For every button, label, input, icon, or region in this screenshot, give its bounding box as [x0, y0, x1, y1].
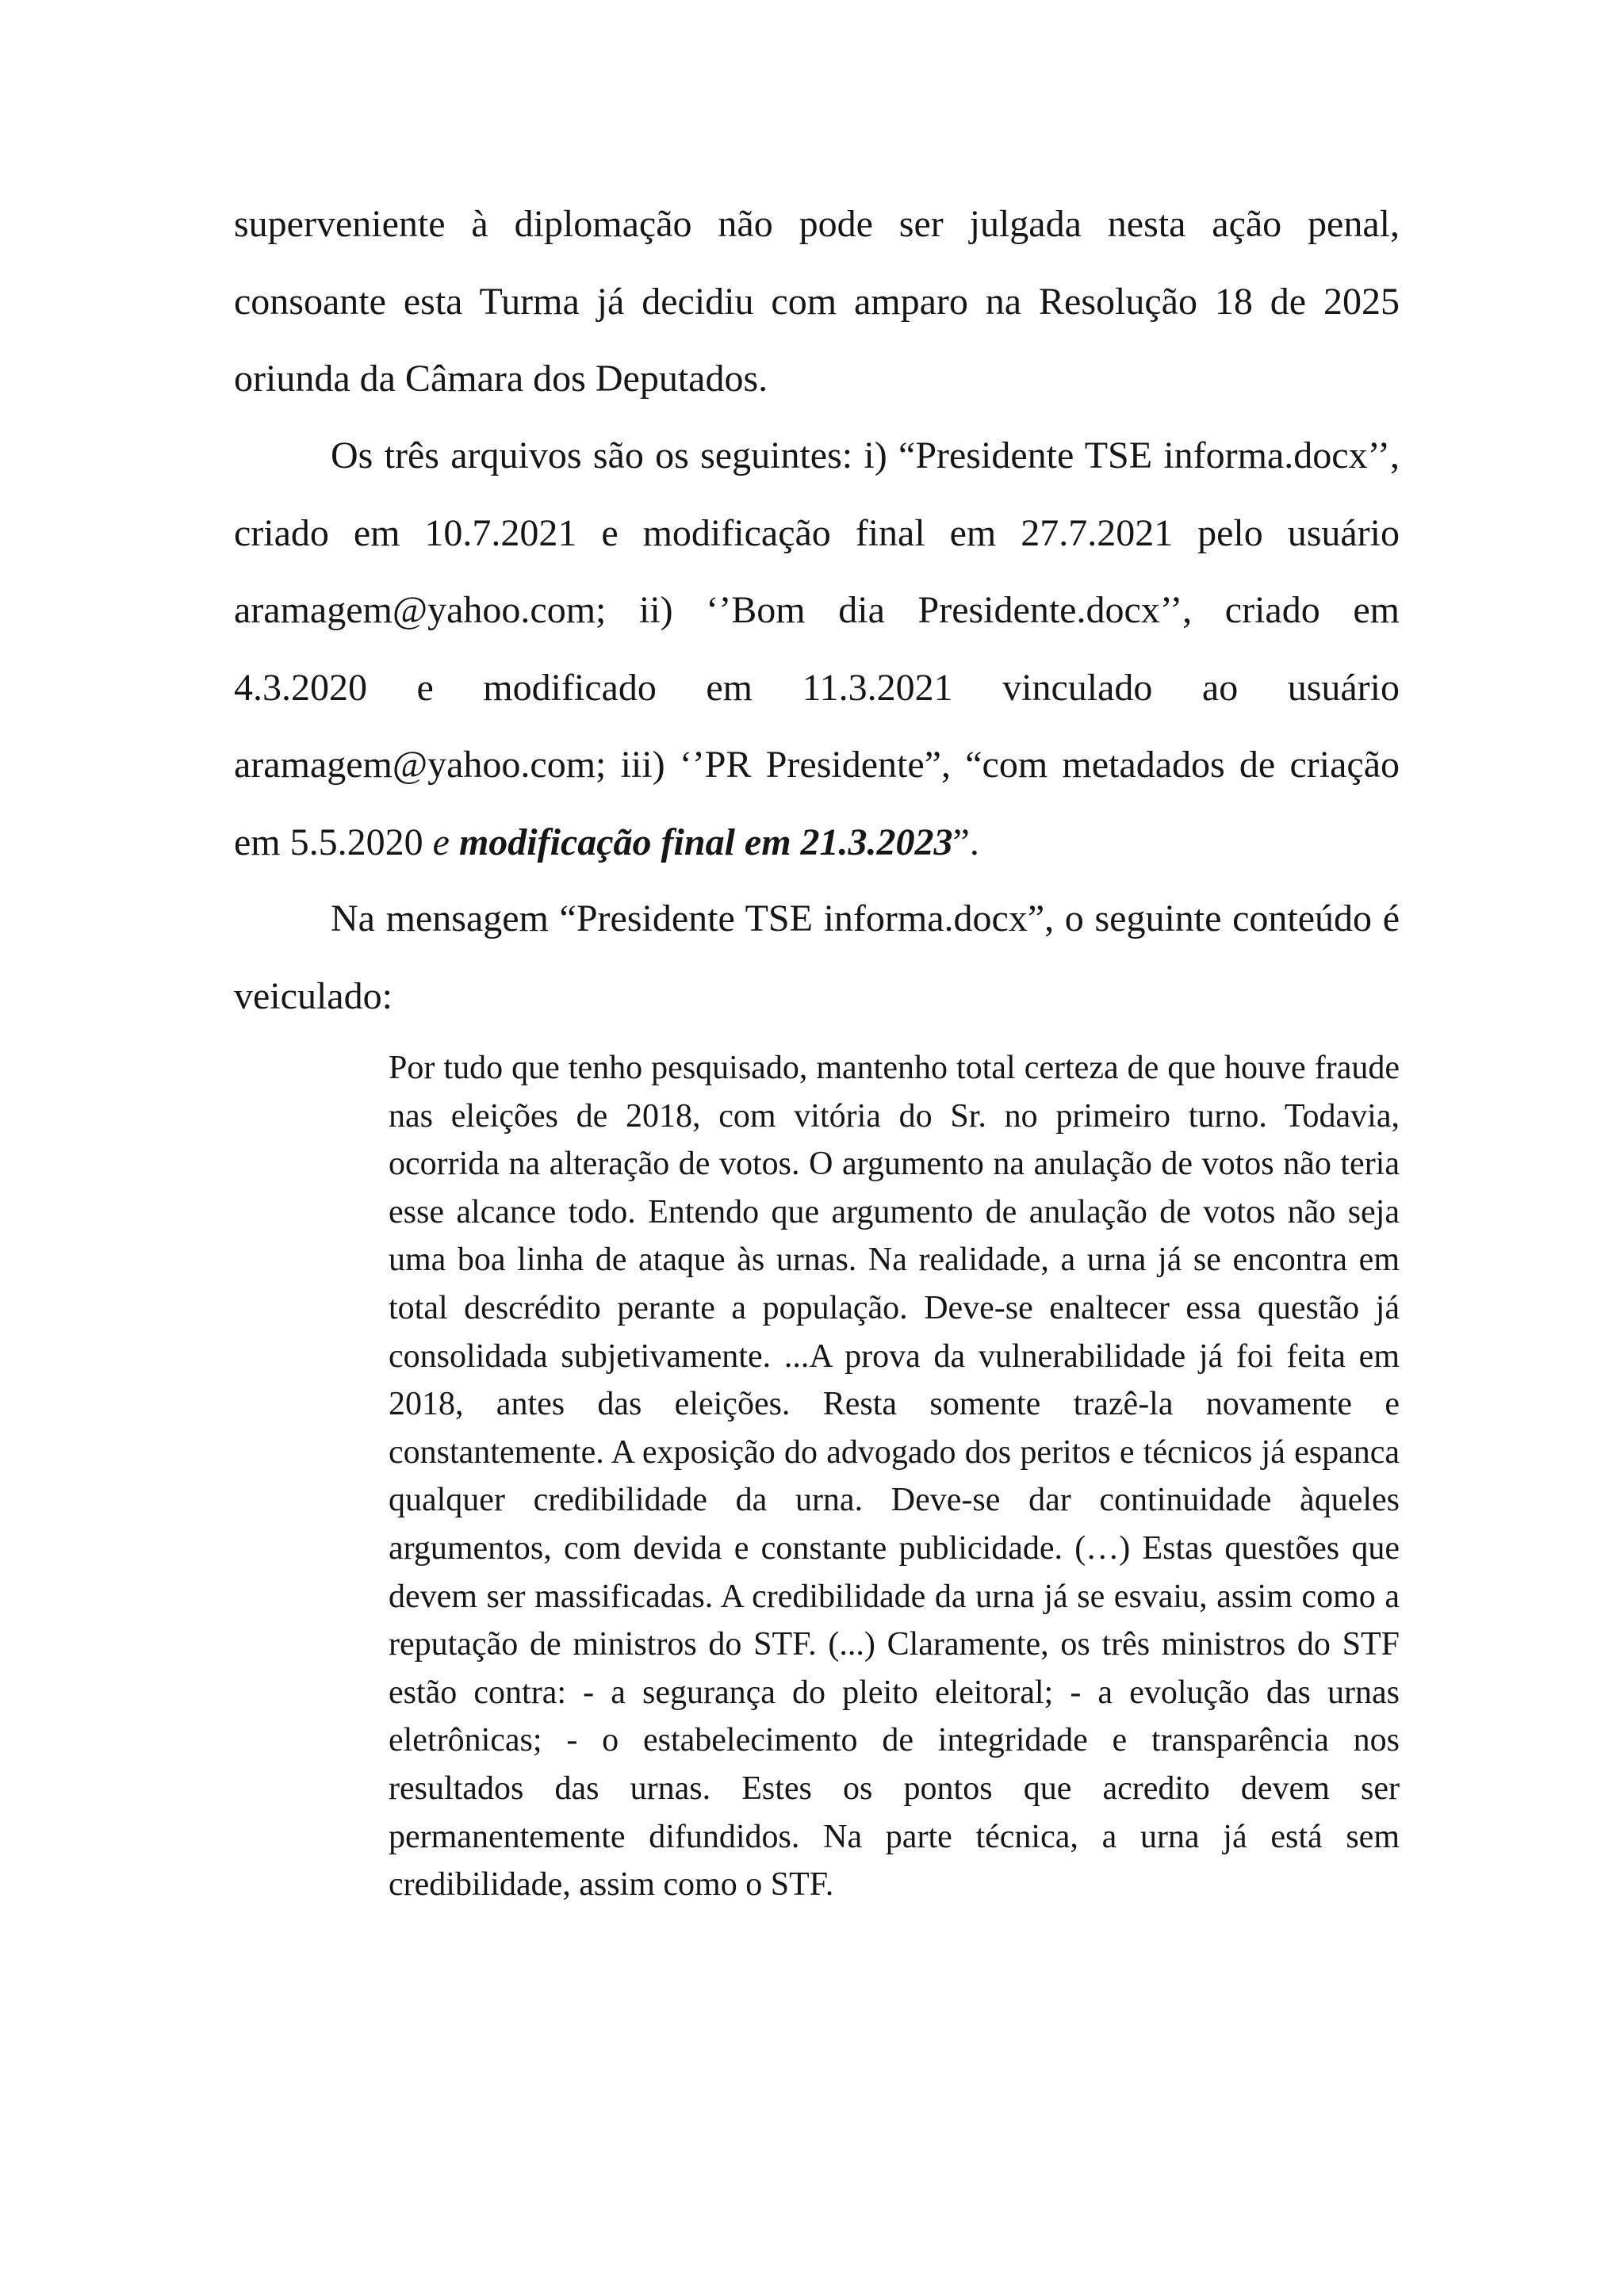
paragraph-message-intro: Na mensagem “Presidente TSE informa.docx”, o seguinte conteúdo é veiculado: [234, 897, 1400, 1017]
block-quote: Por tudo que tenho pesquisado, mantenho total certeza de que houve fraude nas eleições de 2018, com vitória do Sr. no primeiro turno. Todavia, ocorrida na alteração de votos. O argumento na anulação de votos não teria esse alcance todo. Entendo que argumento de anulação de votos não seja uma boa linha de ataque às urnas. Na realidade, a urna já se encontra em total descrédito perante a população. Deve-se enaltecer essa questão já consolidada subjetivamente. ...A prova da vulnerabilidade já foi feita em 2018, antes das eleições. Resta somente trazê-la novamente e constantemente. A exposição do advogado dos peritos e técnicos já espanca qualquer credibilidade da urna. Deve-se dar continuidade àqueles argumentos, com devida e constante publicidade. (…) Estas questões que devem ser massificadas. A credibilidade da urna já se esvaiu, assim como a reputação de ministros do STF. (...) Claramente, os três ministros do STF estão contra: - a segurança do pleito eleitoral; - a evolução das urnas eletrônicas; - o estabelecimento de integridade e transparência nos resultados das urnas. Estes os pontos que acredito devem ser permanentemente difundidos. Na parte técnica, a urna já está sem credibilidade, assim como o STF. [389, 1050, 1400, 1904]
space [450, 821, 459, 863]
paragraph-files-list [234, 417, 1400, 881]
bold-italic-emphasis: modificação final em 21.3.2023 [458, 821, 953, 863]
paragraph-continuation: superveniente à diplomação não pode ser julgada nesta ação penal, consoante esta Turma já decidiu com amparo na Resolução 18 de 2025 oriunda da Câmara dos Deputados. [234, 203, 1400, 400]
closing-quote: ”. [952, 821, 979, 863]
paragraph-files-text: Os três arquivos são os seguintes: i) “Presidente TSE informa.docx’’, criado em 10.7.2021 e modificação final em 27.7.2021 pelo usuário aramagem@yahoo.com; ii) ‘’Bom dia Presidente.docx’’, criado em 4.3.2020 e modificado em 11.3.2021 vinculado ao usuário aramagem@yahoo.com; iii) ‘’PR Presidente”, “com metadados de criação em 5.5.2020 [234, 434, 1400, 863]
italic-conjunction: e [432, 821, 450, 863]
